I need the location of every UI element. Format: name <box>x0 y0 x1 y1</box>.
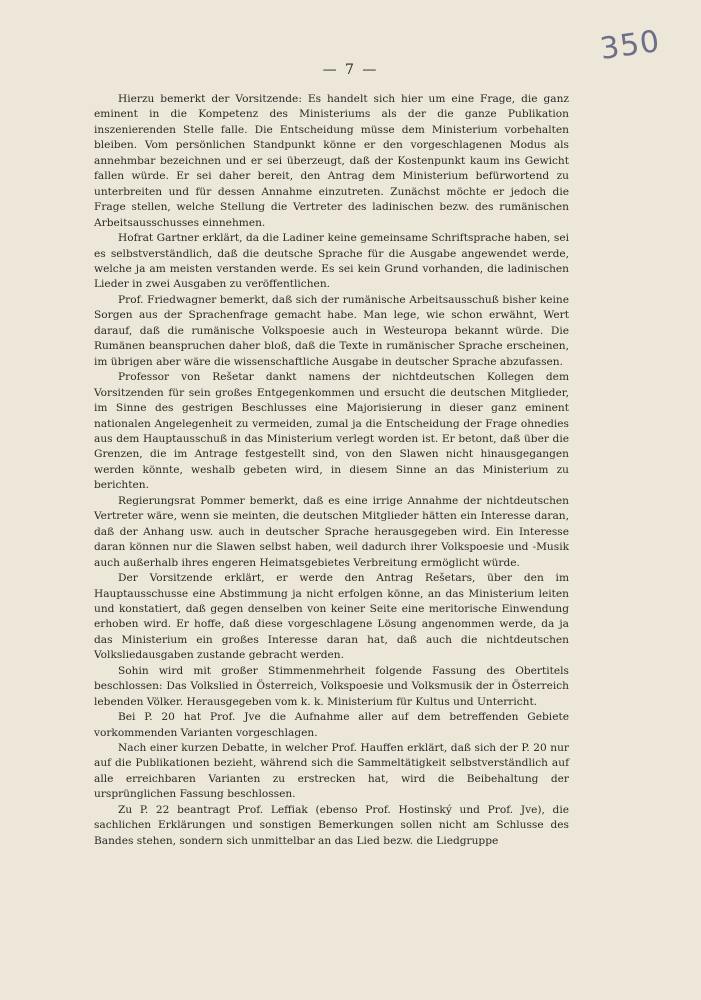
page-number: — 7 — <box>322 62 379 78</box>
paragraph: Prof. Friedwagner bemerkt, daß sich der rumänische Arbeitsausschuß bisher keine Sorgen aus der Sprachenfrage gemacht habe. Man lege, wie schon erwähnt, Wert darauf, daß die rumänische Volkspoesie auch in Westeuropa bekannt würde. Die Rumänen beanspruchen daher bloß, daß die Texte in rumänischer Sprache erscheinen, im übrigen aber wäre die wissenschaftliche Ausgabe in deutscher Sprache abzufassen. <box>94 293 569 368</box>
paragraph: Nach einer kurzen Debatte, in welcher Prof. Hauffen erklärt, daß sich der P. 20 nur auf die Publikationen bezieht, während sich die Sammeltätigkeit selbstverständlich auf alle erreichbaren Varianten zu erstrecken hat, wird die Beibehaltung der ursprünglichen Fassung beschlossen. <box>94 742 569 801</box>
paragraph: Regierungsrat Pommer bemerkt, daß es eine irrige Annahme der nichtdeutschen Vertreter wäre, wenn sie meinten, die deutschen Mitglieder hätten ein Interesse daran, daß der Anhang usw. auch in deutscher Sprache herausgegeben wird. Ein Interesse daran können nur die Slawen selbst haben, weil dadurch ihrer Volkspoesie und -Musik auch außerhalb ihres engeren Heimatsgebietes Verbreitung ermöglicht würde. <box>94 494 569 569</box>
body-text <box>94 92 569 849</box>
paragraph: Bei P. 20 hat Prof. Jve die Aufnahme aller auf dem betreffenden Gebiete vorkommenden Varianten vorgeschlagen. <box>94 711 569 739</box>
paragraph: Hofrat Gartner erklärt, da die Ladiner keine gemeinsame Schriftsprache haben, sei es selbstverständlich, daß die deutsche Sprache für die Ausgabe angewendet werde, welche ja am meisten verstanden werde. Es sei kein Grund vorhanden, die ladinischen Lieder in zwei Ausgaben zu veröffentlichen. <box>94 232 569 291</box>
paragraph: Professor von Rešetar dankt namens der nichtdeutschen Kollegen dem Vorsitzenden für sein großes Entgegenkommen und ersucht die deutschen Mitglieder, im Sinne des gestrigen Beschlusses eine Majorisierung in dieser ganz eminent nationalen Angelegenheit zu vermeiden, zumal ja die Entscheidung der Frage ohnedies aus dem Hauptausschuß in das Ministerium verlegt worden ist. Er betont, daß über die Grenzen, die im Antrage festgestellt sind, von den Slawen nicht hinausgegangen werden könnte, weshalb gebeten wird, in diesem Sinne an das Ministerium zu berichten. <box>94 371 569 492</box>
handwritten-page-annotation: 350 <box>597 23 663 68</box>
paragraph: Sohin wird mit großer Stimmenmehrheit folgende Fassung des Obertitels beschlossen: Das Volkslied in Österreich, Volkspoesie und Volksmusik der in Österreich lebenden Völker. Herausgegeben vom k. k. Ministerium für Kultus und Unterricht. <box>94 664 569 708</box>
paragraph: Hierzu bemerkt der Vorsitzende: Es handelt sich hier um eine Frage, die ganz eminent in die Kompetenz des Ministeriums als der die ganze Publikation inszenierenden Stelle falle. Die Entscheidung müsse dem Ministerium vorbehalten bleiben. Vom persönlichen Standpunkt könne er den vorgeschlagenen Modus als annehmbar bezeichnen und er sei überzeugt, daß der Kostenpunkt kaum ins Gewicht fallen würde. Er sei daher bereit, den Antrag dem Ministerium befürwortend zu unterbreiten und für dessen Annahme einzutreten. Zunächst möchte er jedoch die Frage stellen, welche Stellung die Vertreter des ladinischen bezw. des rumänischen Arbeitsausschusses einnehmen. <box>94 93 569 229</box>
paragraph: Zu P. 22 beantragt Prof. Leffiak (ebenso Prof. Hostinský und Prof. Jve), die sachlichen Erklärungen und sonstigen Bemerkungen sollen nicht am Schlusse des Bandes stehen, sondern sich unmittelbar an das Lied bezw. die Liedgruppe <box>94 803 569 847</box>
paragraph: Der Vorsitzende erklärt, er werde den Antrag Rešetars, über den im Hauptausschusse eine Abstimmung ja nicht erfolgen könne, an das Ministerium leiten und konstatiert, daß gegen denselben von keiner Seite eine meritorische Einwendung erhoben wird. Er hoffe, daß diese vorgeschlagene Lösung angenommen werde, da ja das Ministerium ein großes Interesse daran hat, daß auch die nichtdeutschen Volksliedausgaben zustande gebracht werden. <box>94 572 569 662</box>
